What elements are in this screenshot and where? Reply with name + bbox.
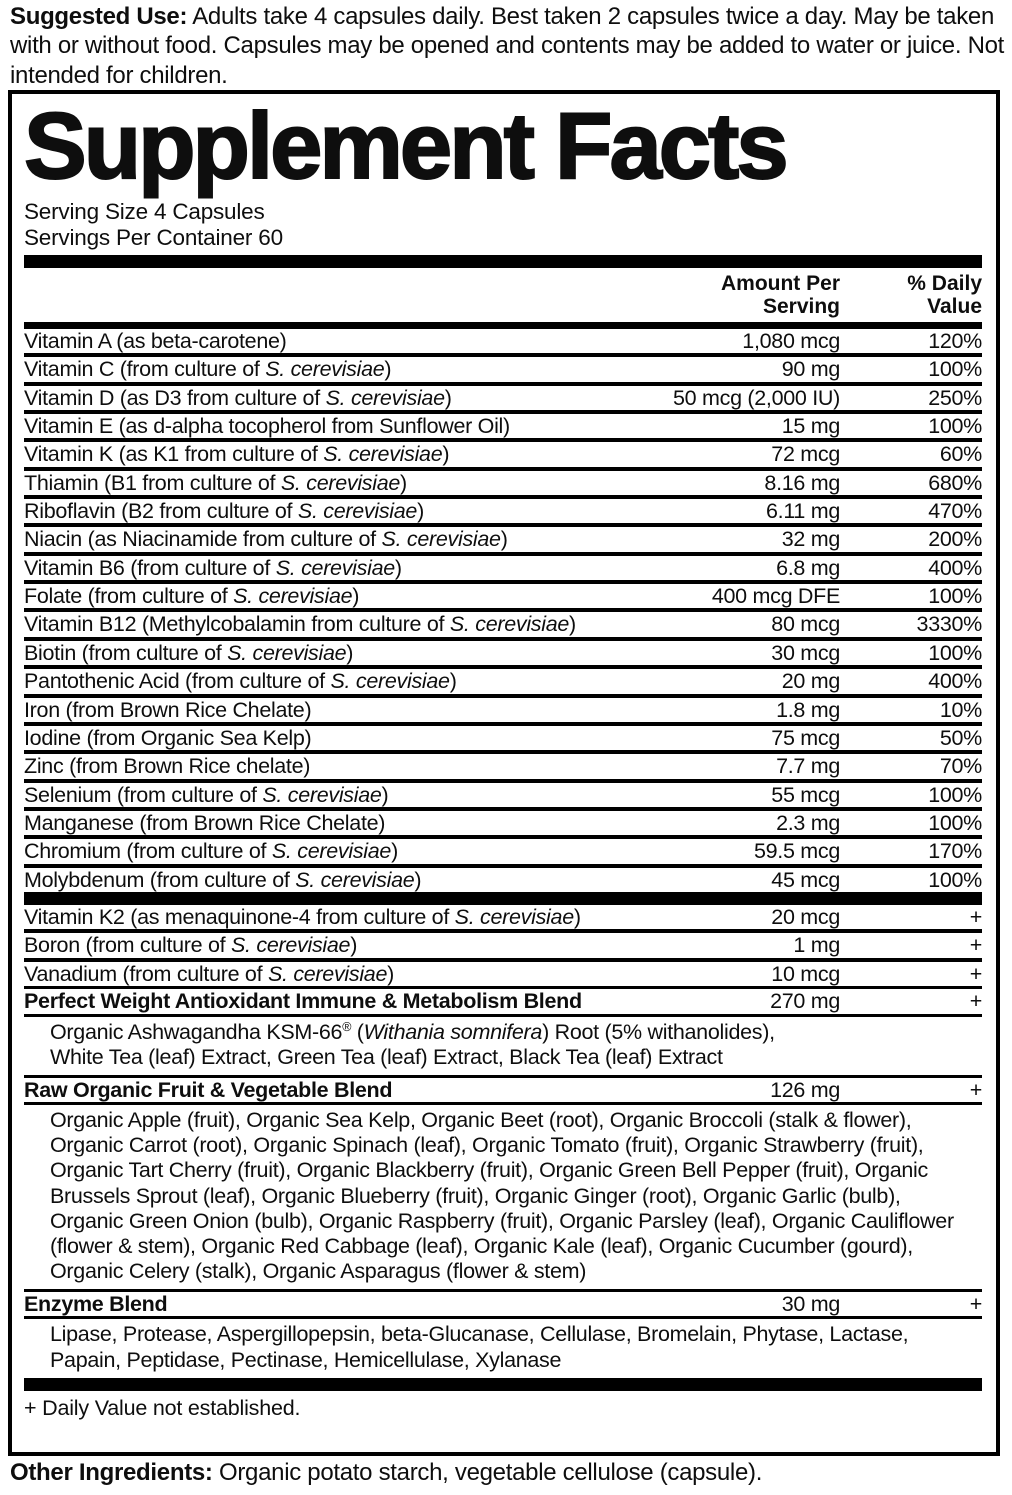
daily-value-percent: 70% — [939, 754, 982, 779]
nutrient-row — [24, 556, 982, 580]
amount-per-serving-value: 270 mg — [770, 989, 840, 1014]
nutrient-name: Vitamin E (as d-alpha tocopherol from Sunflower Oil) — [24, 413, 510, 438]
nutrient-name: Vitamin B12 (Methylcobalamin from culture of S. cerevisiae) — [24, 612, 576, 637]
amount-per-serving-value: 15 mg — [781, 413, 840, 438]
nutrient-row — [24, 698, 982, 722]
amount-header-line: Serving — [762, 295, 840, 319]
amount-per-serving-value: 80 mcg — [771, 612, 840, 637]
blend-header-row — [24, 1078, 982, 1102]
nutrient-name: Riboflavin (B2 from culture of S. cerevisiae) — [24, 499, 424, 524]
nutrient-name: Boron (from culture of S. cerevisiae) — [24, 933, 358, 958]
amount-per-serving-value: 6.8 mg — [776, 555, 840, 580]
daily-value-percent: 100% — [928, 357, 982, 382]
nutrient-row — [24, 414, 982, 438]
daily-value-percent: 470% — [928, 499, 982, 524]
nutrient-name: Molybdenum (from culture of S. cerevisiae) — [24, 867, 422, 892]
amount-per-serving-value: 50 mcg (2,000 IU) — [673, 385, 840, 410]
amount-per-serving-value: 2.3 mg — [776, 810, 840, 835]
daily-value-percent: 200% — [928, 527, 982, 552]
amount-per-serving-value: 55 mcg — [771, 782, 840, 807]
amount-per-serving-value: 8.16 mg — [764, 470, 840, 495]
daily-value-percent: 60% — [939, 442, 982, 467]
amount-per-serving-value: 30 mcg — [771, 640, 840, 665]
nutrient-row — [24, 839, 982, 863]
nutrient-name: Vitamin K (as K1 from culture of S. cerevisiae) — [24, 442, 450, 467]
nutrient-row — [24, 442, 982, 466]
daily-value-percent: 3330% — [916, 612, 982, 637]
nutrient-name: Biotin (from culture of S. cerevisiae) — [24, 640, 354, 665]
nutrient-name: Niacin (as Niacinamide from culture of S. cerevisiae) — [24, 527, 508, 552]
nutrient-name: Folate (from culture of S. cerevisiae) — [24, 584, 360, 609]
other-ingredients-label: Other Ingredients: — [10, 1459, 213, 1486]
blend-header-row — [24, 1292, 982, 1316]
amount-per-serving-value: 32 mg — [781, 527, 840, 552]
column-headers — [24, 268, 982, 322]
amount-per-serving-value: 59.5 mcg — [753, 839, 840, 864]
nutrient-row — [24, 641, 982, 665]
daily-value-percent: 100% — [928, 413, 982, 438]
nutrient-row — [24, 933, 982, 957]
nutrient-name: Zinc (from Brown Rice chelate) — [24, 754, 311, 779]
amount-per-serving-value: 400 mcg DFE — [711, 584, 840, 609]
nutrient-name: Vitamin C (from culture of S. cerevisiae) — [24, 357, 392, 382]
amount-per-serving-value: 90 mg — [781, 357, 840, 382]
nutrient-rows-no-dv — [24, 905, 982, 986]
section-divider-bar — [24, 892, 982, 905]
nutrient-name: Chromium (from culture of S. cerevisiae) — [24, 839, 398, 864]
servings-per-container: Servings Per Container 60 — [24, 224, 283, 250]
other-ingredients — [10, 1459, 1008, 1488]
nutrient-name: Manganese (from Brown Rice Chelate) — [24, 810, 386, 835]
nutrient-row — [24, 811, 982, 835]
daily-value-percent: 100% — [928, 584, 982, 609]
amount-header-line: Amount Per — [720, 271, 840, 295]
daily-value-percent: + — [969, 905, 982, 930]
nutrient-name: Vitamin A (as beta-carotene) — [24, 328, 287, 353]
suggested-use-text: Adults take 4 capsules daily. Best taken 2 capsules twice a day. May be taken with or without food. Capsules may be opened and contents may be added to water or juice. Not intended for children. — [10, 3, 1005, 89]
daily-value-percent: 100% — [928, 640, 982, 665]
nutrient-row — [24, 754, 982, 778]
amount-per-serving-value: 126 mg — [770, 1077, 840, 1102]
nutrient-row — [24, 471, 982, 495]
nutrient-row — [24, 783, 982, 807]
daily-value-percent: 100% — [928, 782, 982, 807]
nutrient-name: Iron (from Brown Rice Chelate) — [24, 697, 312, 722]
nutrient-row — [24, 962, 982, 986]
nutrient-name: Iodine (from Organic Sea Kelp) — [24, 725, 312, 750]
nutrient-name: Pantothenic Acid (from culture of S. cerevisiae) — [24, 669, 457, 694]
suggested-use-label: Suggested Use: — [10, 3, 188, 30]
nutrient-name: Enzyme Blend — [24, 1292, 168, 1317]
amount-per-serving-value: 20 mcg — [771, 905, 840, 930]
nutrient-row — [24, 499, 982, 523]
amount-per-serving-value: 75 mcg — [771, 725, 840, 750]
nutrient-row — [24, 386, 982, 410]
nutrient-row — [24, 329, 982, 353]
supplement-facts-panel — [8, 90, 1000, 1456]
daily-value-percent: 50% — [939, 725, 982, 750]
amount-per-serving-value: 1.8 mg — [776, 697, 840, 722]
amount-per-serving-value: 72 mcg — [771, 442, 840, 467]
amount-per-serving-header — [690, 272, 840, 319]
amount-per-serving-value: 6.11 mg — [766, 499, 840, 524]
amount-per-serving-value: 7.7 mg — [776, 754, 840, 779]
nutrient-row — [24, 669, 982, 693]
daily-value-percent: + — [969, 1292, 982, 1317]
amount-per-serving-value: 45 mcg — [771, 867, 840, 892]
daily-value-percent: 120% — [928, 328, 982, 353]
nutrient-name: Raw Organic Fruit & Vegetable Blend — [24, 1077, 393, 1102]
other-ingredients-text: Organic potato starch, vegetable cellulose (capsule). — [212, 1459, 763, 1486]
dv-header-line: % Daily — [907, 271, 982, 295]
nutrient-name: Vanadium (from culture of S. cerevisiae) — [24, 961, 394, 986]
blend-sections — [24, 986, 982, 1378]
dv-header-line: Value — [927, 295, 982, 319]
nutrient-name: Perfect Weight Antioxidant Immune & Metabolism Blend — [24, 989, 582, 1014]
amount-per-serving-value: 10 mcg — [771, 961, 840, 986]
amount-per-serving-value: 20 mg — [781, 669, 840, 694]
amount-per-serving-value: 1 mg — [793, 933, 840, 958]
section-divider-bar — [24, 1378, 982, 1391]
nutrient-rows — [24, 329, 982, 892]
blend-ingredients: Lipase, Protease, Aspergillopepsin, beta-Glucanase, Cellulase, Bromelain, Phytase, Lactase, Papain, Peptidase, Pectinase, Hemicellulase, Xylanase — [50, 1322, 909, 1372]
nutrient-row — [24, 584, 982, 608]
daily-value-percent: + — [969, 989, 982, 1014]
nutrient-row — [24, 726, 982, 750]
blend-ingredients: Organic Ashwagandha KSM-66® (Withania somnifera) Root (5% withanolides), White Tea (leaf) Extract, Green Tea (leaf) Extract, Black Tea (leaf) Extract — [50, 1019, 775, 1069]
header-divider-bar — [24, 322, 982, 329]
nutrient-name: Vitamin K2 (as menaquinone-4 from culture of S. cerevisiae) — [24, 905, 581, 930]
daily-value-percent: 100% — [928, 867, 982, 892]
daily-value-footnote: + Daily Value not established. — [24, 1395, 301, 1420]
daily-value-percent: + — [969, 1077, 982, 1102]
daily-value-percent: 680% — [928, 470, 982, 495]
nutrient-row — [24, 905, 982, 929]
daily-value-percent: 10% — [939, 697, 982, 722]
nutrient-name: Vitamin B6 (from culture of S. cerevisiae) — [24, 555, 402, 580]
nutrient-name: Vitamin D (as D3 from culture of S. cerevisiae) — [24, 385, 452, 410]
daily-value-percent: 170% — [928, 839, 982, 864]
daily-value-percent: 250% — [928, 385, 982, 410]
nutrient-row — [24, 868, 982, 892]
daily-value-header — [840, 272, 982, 319]
daily-value-percent: 100% — [928, 810, 982, 835]
daily-value-percent: 400% — [928, 669, 982, 694]
blend-ingredients: Organic Apple (fruit), Organic Sea Kelp, Organic Beet (root), Organic Broccoli (stalk & flower), Organic Carrot (root), Organic Spinach (leaf), Organic Tomato (fruit), Organic Strawberry (fruit), Organic Tart Cherry (fruit), Organic Blackberry (fruit), Organic Green Bell Pepper (fruit), Organic Brussels Sprout (leaf), Organic Blueberry (fruit), Organic Ginger (root), Organic Garlic (bulb), Organic Green Onion (bulb), Organic Raspberry (fruit), Organic Parsley (leaf), Organic Cauliflower (flower & stem), Organic Red Cabbage (leaf), Organic Kale (leaf), Organic Cucumber (gourd), Organic Celery (stalk), Organic Asparagus (flower & stem) — [50, 1108, 954, 1283]
suggested-use — [10, 2, 1010, 90]
amount-per-serving-value: 1,080 mcg — [742, 328, 840, 353]
section-divider-bar — [24, 255, 982, 268]
nutrient-row — [24, 612, 982, 636]
nutrient-row — [24, 527, 982, 551]
daily-value-percent: 400% — [928, 555, 982, 580]
serving-size: Serving Size 4 Capsules — [24, 199, 265, 225]
nutrient-row — [24, 357, 982, 381]
blend-header-row — [24, 989, 982, 1013]
amount-per-serving-value: 30 mg — [781, 1292, 840, 1317]
panel-title: Supplement Facts — [24, 93, 786, 198]
daily-value-percent: + — [969, 933, 982, 958]
nutrient-name: Selenium (from culture of S. cerevisiae) — [24, 782, 389, 807]
daily-value-percent: + — [969, 961, 982, 986]
nutrient-name: Thiamin (B1 from culture of S. cerevisiae) — [24, 470, 407, 495]
